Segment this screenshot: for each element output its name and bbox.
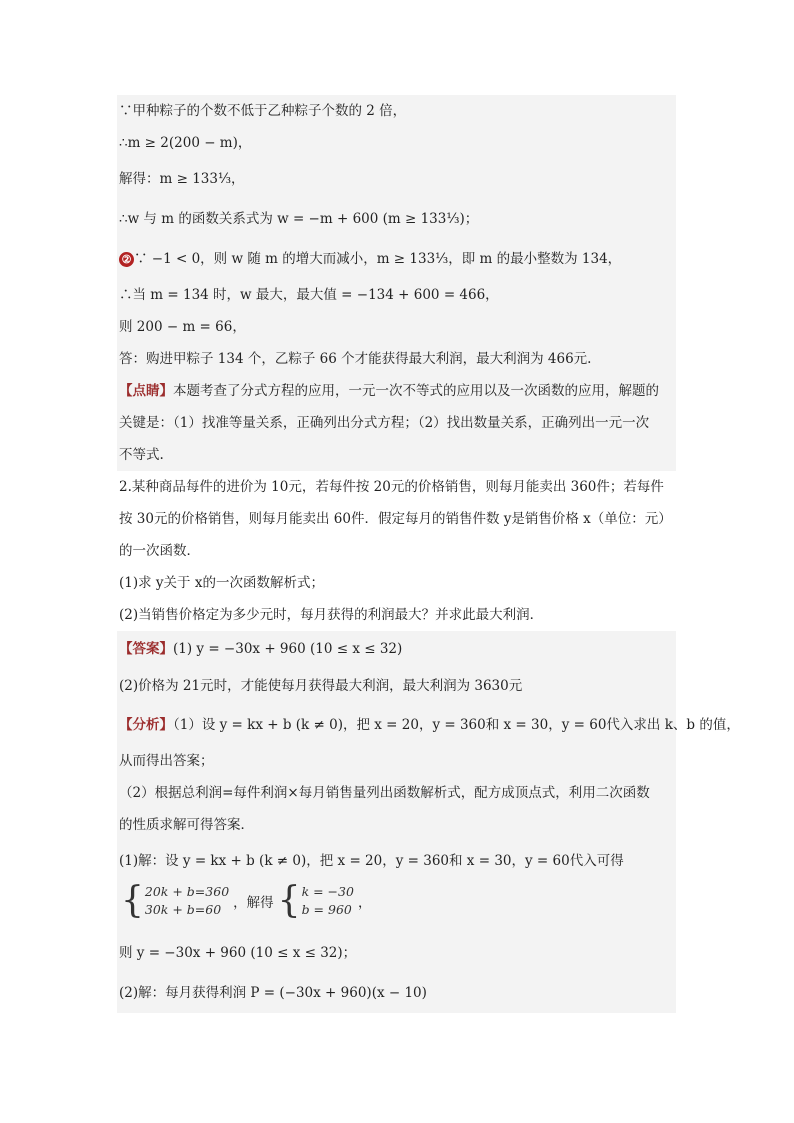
line-text: (1)解：设 y = kx + b (k ≠ 0)，把 x = 20，y = 360和 x = 30，y = 60代入可得 (119, 853, 624, 869)
text-line-l12 (117, 471, 676, 503)
line-text: 的一次函数． (119, 543, 200, 559)
text-line-l25 (117, 973, 676, 1013)
line-text: (1)求 y关于 x的一次函数解析式； (119, 575, 324, 591)
text-line-l24 (117, 933, 676, 973)
right-brace: { (277, 880, 301, 921)
text-line-l17 (117, 631, 676, 668)
system-mid-text: ，解得 (233, 895, 274, 911)
section-tag: 【分析】 (119, 717, 173, 733)
line-text: 答：购进甲粽子 134 个，乙粽子 66 个才能获得最大利润，最大利润为 466元. (119, 351, 592, 367)
text-line-l11 (117, 439, 676, 471)
line-text: 关键是：（1）找准等量关系，正确列出分式方程；（2）找出数量关系，正确列出一元一次 (119, 415, 650, 431)
line-text: (2)解：每月获得利润 P = (−30x + 960)(x − 10) (119, 985, 427, 1001)
line-text: (1) y = −30x + 960 (10 ≤ x ≤ 32) (173, 641, 403, 657)
line-text: 2.某种商品每件的进价为 10元，若每件按 20元的价格销售，则每月能卖出 360件；若每件 (119, 479, 664, 495)
step-badge: ② (119, 252, 134, 267)
text-line-l16 (117, 599, 676, 631)
left-brace: { (121, 880, 144, 921)
text-line-l10 (117, 407, 676, 439)
section-tag: 【答案】 (119, 641, 173, 657)
line-text: 本题考查了分式方程的应用，一元一次不等式的应用以及一次函数的应用，解题的 (173, 383, 659, 399)
section-tag: 【点睛】 (119, 383, 173, 399)
text-line-l19 (117, 705, 740, 745)
line-text: （1）设 y = kx + b (k ≠ 0)，把 x = 20，y = 360和 x = 30，y = 60代入求出 k、b 的值， (173, 717, 740, 733)
line-text: 的性质求解可得答案． (119, 817, 254, 833)
document-page (117, 95, 740, 1013)
line-text: 不等式. (119, 447, 164, 463)
text-line-l2 (117, 127, 676, 159)
line-text: ∵ −1 < 0，则 w 随 m 的增大而减小，m ≥ 133⅓，即 m 的最小整数为 134， (134, 251, 622, 267)
system-eq-1: 20k + b=360 (144, 884, 230, 899)
solution-eq-1: k = −30 (301, 884, 354, 899)
line-text: ∴m ≥ 2(200 − m)， (119, 135, 252, 151)
text-line-l6 (117, 279, 676, 311)
line-text: 从而得出答案； (119, 753, 214, 769)
line-text: ∴当 m = 134 时，w 最大，最大值 = −134 + 600 = 466， (119, 287, 499, 303)
solution-lines-bottom (117, 933, 676, 1013)
line-text: ∴w 与 m 的函数关系式为 w = −m + 600 (m ≥ 133⅓)； (119, 211, 479, 227)
text-line-l20 (117, 745, 676, 777)
text-line-l1 (117, 95, 676, 127)
line-text: (2)当销售价格定为多少元时，每月获得的利润最大？并求此最大利润． (119, 607, 544, 623)
text-line-l22 (117, 809, 676, 841)
system-tail: ， (357, 895, 372, 911)
system-eq-2: 30k + b=60 (144, 902, 222, 917)
line-text: 按 30元的价格销售，则每月能卖出 60件．假定每月的销售件数 y是销售价格 x（单位：元） (119, 511, 672, 527)
line-text: 则 200 − m = 66， (119, 319, 246, 335)
line-text: ∵甲种粽子的个数不低于乙种粽子个数的 2 倍， (119, 103, 407, 119)
text-line-l15 (117, 567, 676, 599)
solution-eq-2: b = 960 (301, 902, 352, 917)
text-line-l4 (117, 199, 676, 239)
text-line-l7 (117, 311, 676, 343)
text-line-l8 (117, 343, 676, 375)
text-line-l18 (117, 668, 676, 705)
line-text: （2）根据总利润=每件利润×每月销售量列出函数解析式，配方成顶点式，利用二次函数 (119, 785, 650, 801)
text-line-l5 (117, 239, 676, 279)
text-line-l13 (117, 503, 676, 535)
solution-lines-top (117, 95, 740, 881)
line-text: 解得：m ≥ 133⅓， (119, 171, 245, 187)
text-line-l3 (117, 159, 676, 199)
line-text: (2)价格为 21元时，才能使每月获得最大利润，最大利润为 3630元 (119, 678, 523, 694)
line-text: 则 y = −30x + 960 (10 ≤ x ≤ 32)； (119, 945, 357, 961)
equation-system-line (117, 881, 676, 933)
text-line-l14 (117, 535, 676, 567)
text-line-l9 (117, 375, 676, 407)
text-line-l23 (117, 841, 676, 881)
text-line-l21 (117, 777, 676, 809)
